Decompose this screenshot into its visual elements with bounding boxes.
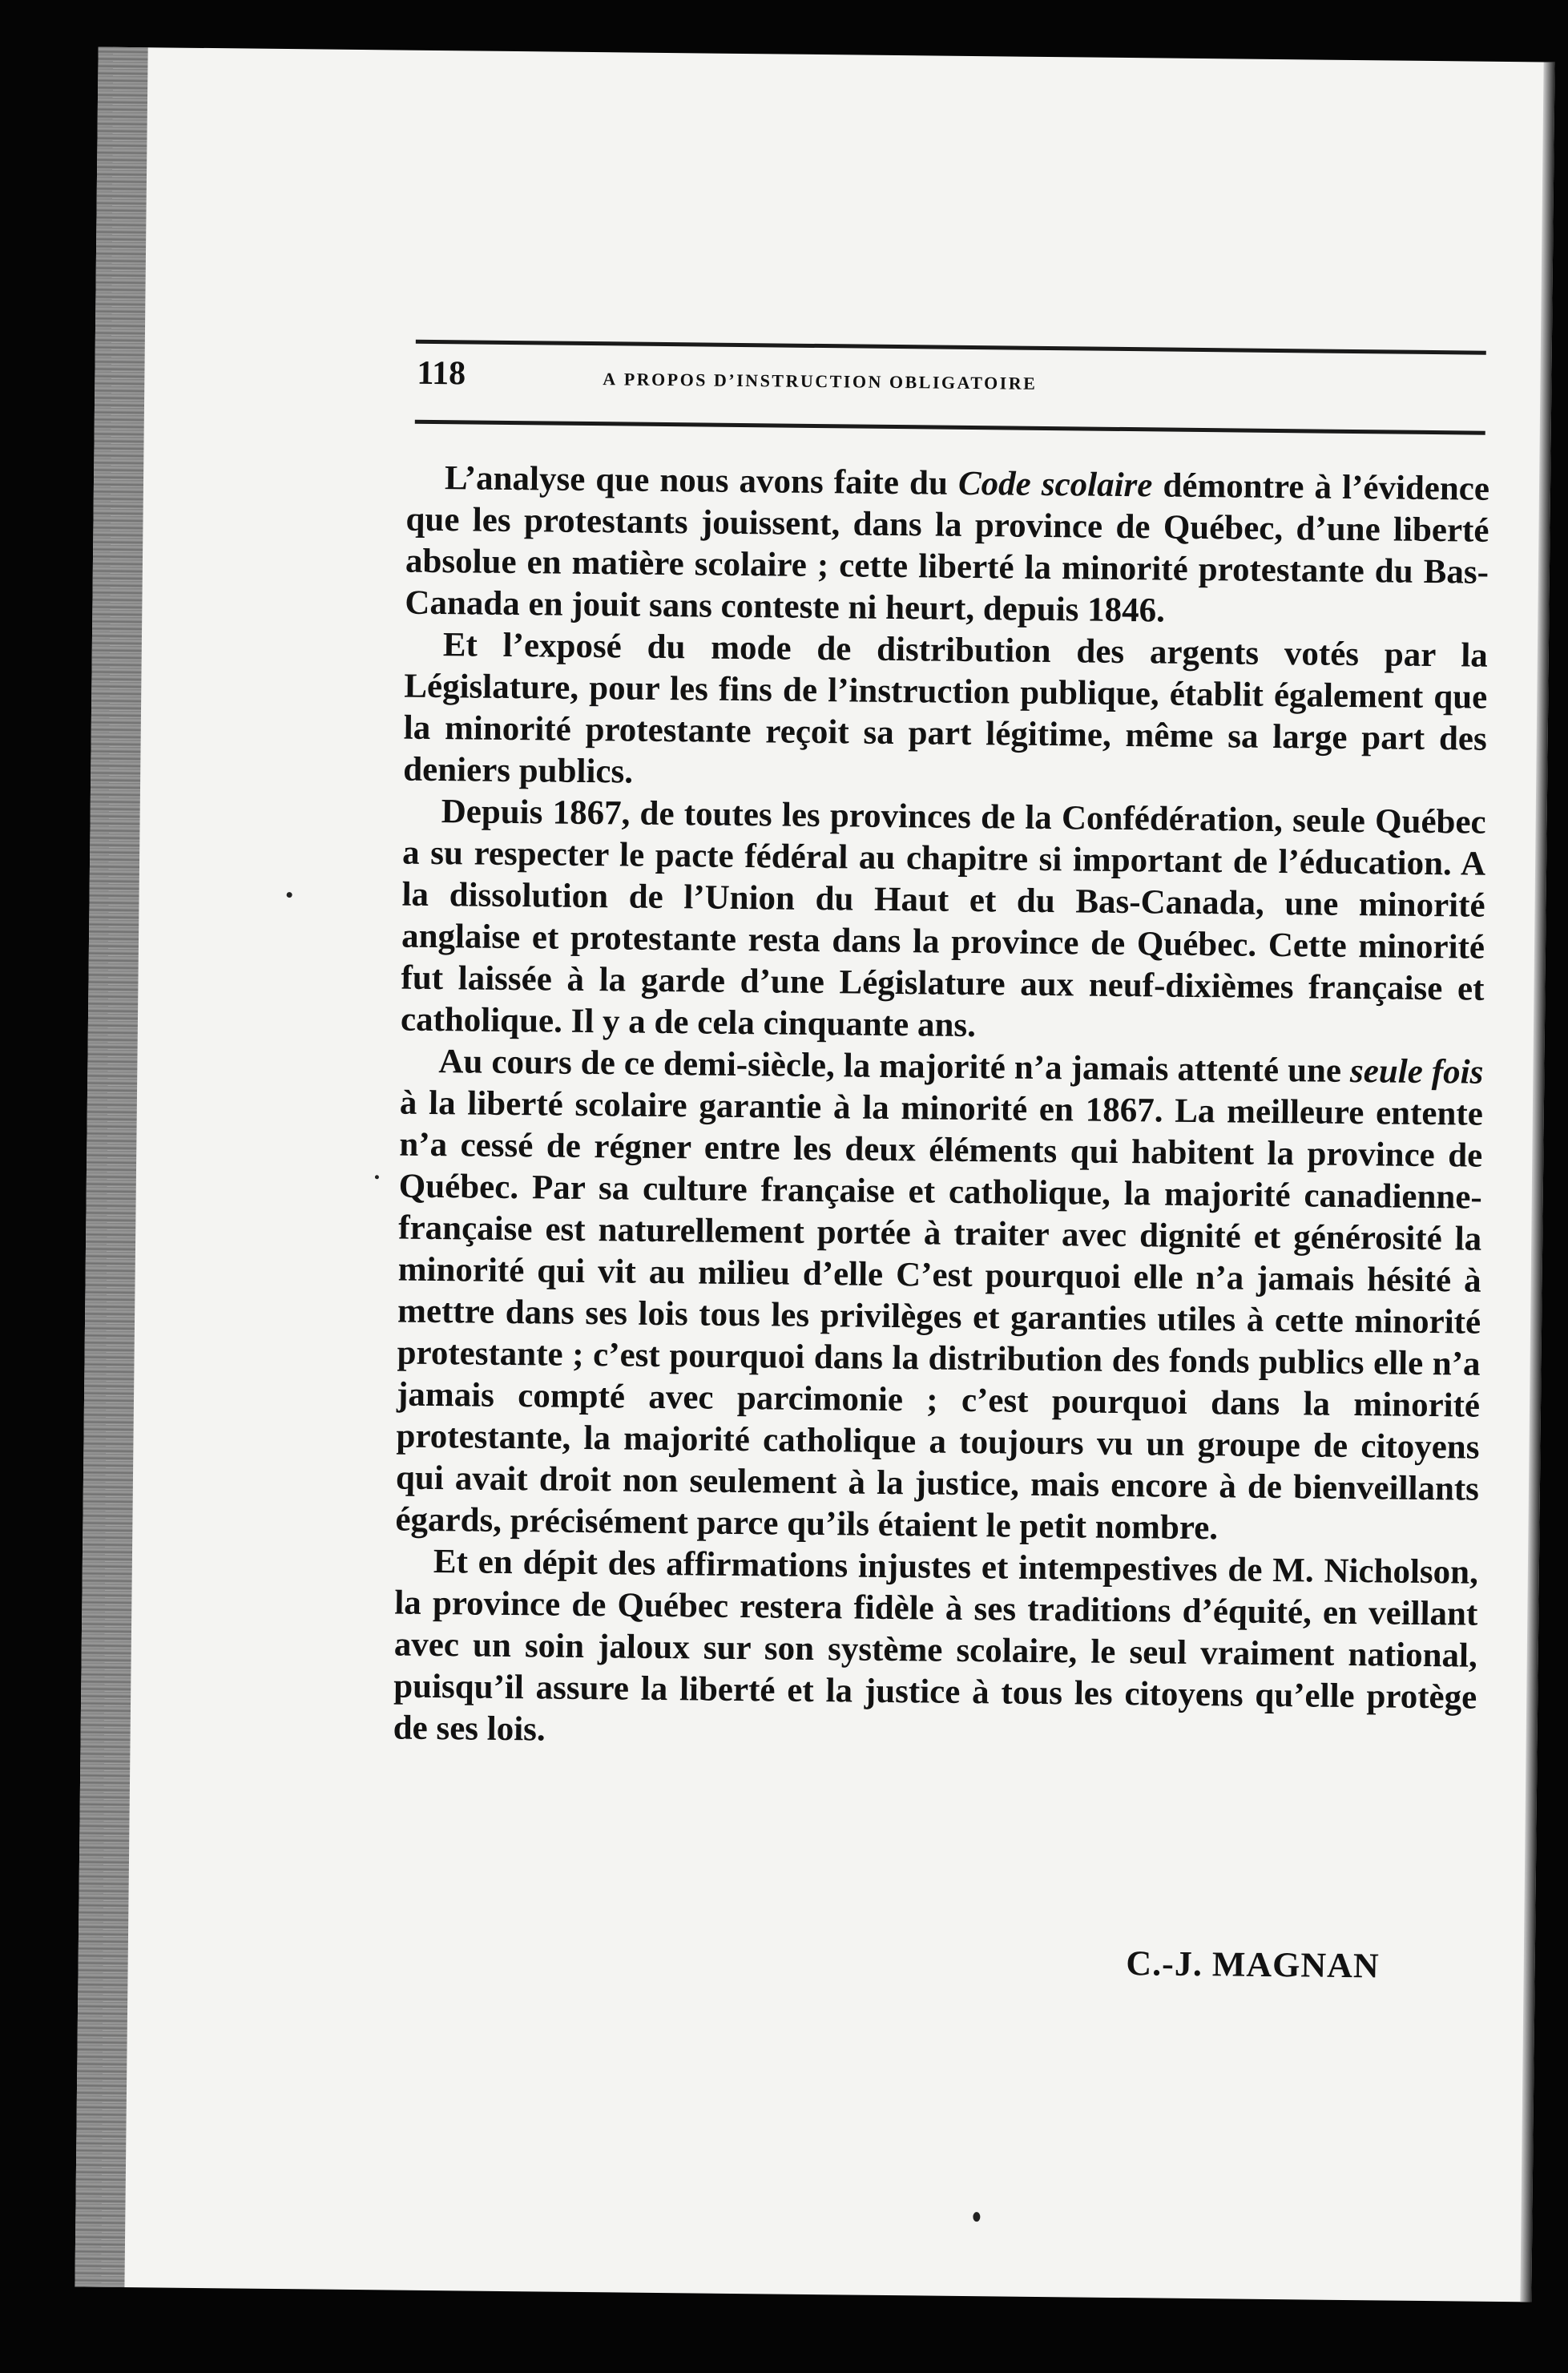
running-title: a propos d’instruction obligatoire: [603, 362, 1038, 395]
author-signature: C.-J. MAGNAN: [1126, 1943, 1380, 1986]
page-binding-edge: [75, 47, 147, 2287]
body-text: [393, 458, 1489, 1761]
dust-speck: [973, 2212, 980, 2222]
paragraph-1: L’analyse que nous avons faite du Code scolaire démontre à l’évidence que les protestants jouissent, dans la province de Québec, d’une liberté absolue en matière scolaire ; cette liberté la minorité protestante du Bas-Canada en jouit sans conteste ni heurt, depuis 1846.: [405, 459, 1490, 630]
page-right-edge: [1520, 62, 1554, 2302]
page-number: 118: [417, 354, 466, 393]
book-page: [75, 47, 1554, 2302]
italic-phrase: Code scolaire: [957, 464, 1153, 505]
italic-phrase: seule fois: [1349, 1051, 1484, 1092]
paragraph-2: Et l’exposé du mode de distribution des argents votés par la Législature, pour les fins de l’instruction publique, établit également que la minorité protestante reçoit sa part légitime, même sa large part des deniers publics.: [403, 626, 1489, 791]
dust-speck: [287, 892, 292, 898]
paragraph-3: Depuis 1867, de toutes les provinces de la Confédération, seule Québec a su respecter le pacte fédéral au chapitre si important de l’éducation. A la dissolution de l’Union du Haut et du Bas-Canada, une minorité anglaise et protestante resta dans la province de Québec. Cette minorité fut laissée à la garde d’une Législature aux neuf-dixièmes française et catholique. Il y a de cela cinquante ans.: [400, 793, 1486, 1045]
running-head: [417, 351, 1488, 426]
paragraph-4: Au cours de ce demi-siècle, la majorité n’a jamais attenté une seule fois à la liberté scolaire garantie à la minorité en 1867. La meilleure entente n’a cessé de régner entre les deux éléments qui habitent la province de Québec. Par sa culture française et catholique, la majorité canadienne-française est naturellement portée à traiter avec dignité et générosité la minorité qui vit au milieu d’elle C’est pourquoi elle n’a jamais hésité à mettre dans ses lois tous les privilèges et garanties utiles à cette minorité protestante ; c’est pourquoi dans la distribution des fonds publics elle n’a jamais compté avec parcimonie ; c’est pourquoi dans la minorité protestante, la majorité catholique a toujours vu un groupe de citoyens qui avait droit non seulement à la justice, mais encore à de bienveillants égards, précisément parce qu’ils étaient le petit nombre.: [395, 1043, 1484, 1548]
paragraph-5: Et en dépit des affirmations injustes et intempestives de M. Nicholson, la province de Québec restera fidèle à ses traditions d’équité, en veillant avec un soin jaloux sur son système scolaire, le seul vraiment national, puisqu’il assure la liberté et la justice à tous les citoyens qu’elle protège de ses lois.: [393, 1543, 1479, 1749]
dust-speck: [375, 1175, 379, 1179]
